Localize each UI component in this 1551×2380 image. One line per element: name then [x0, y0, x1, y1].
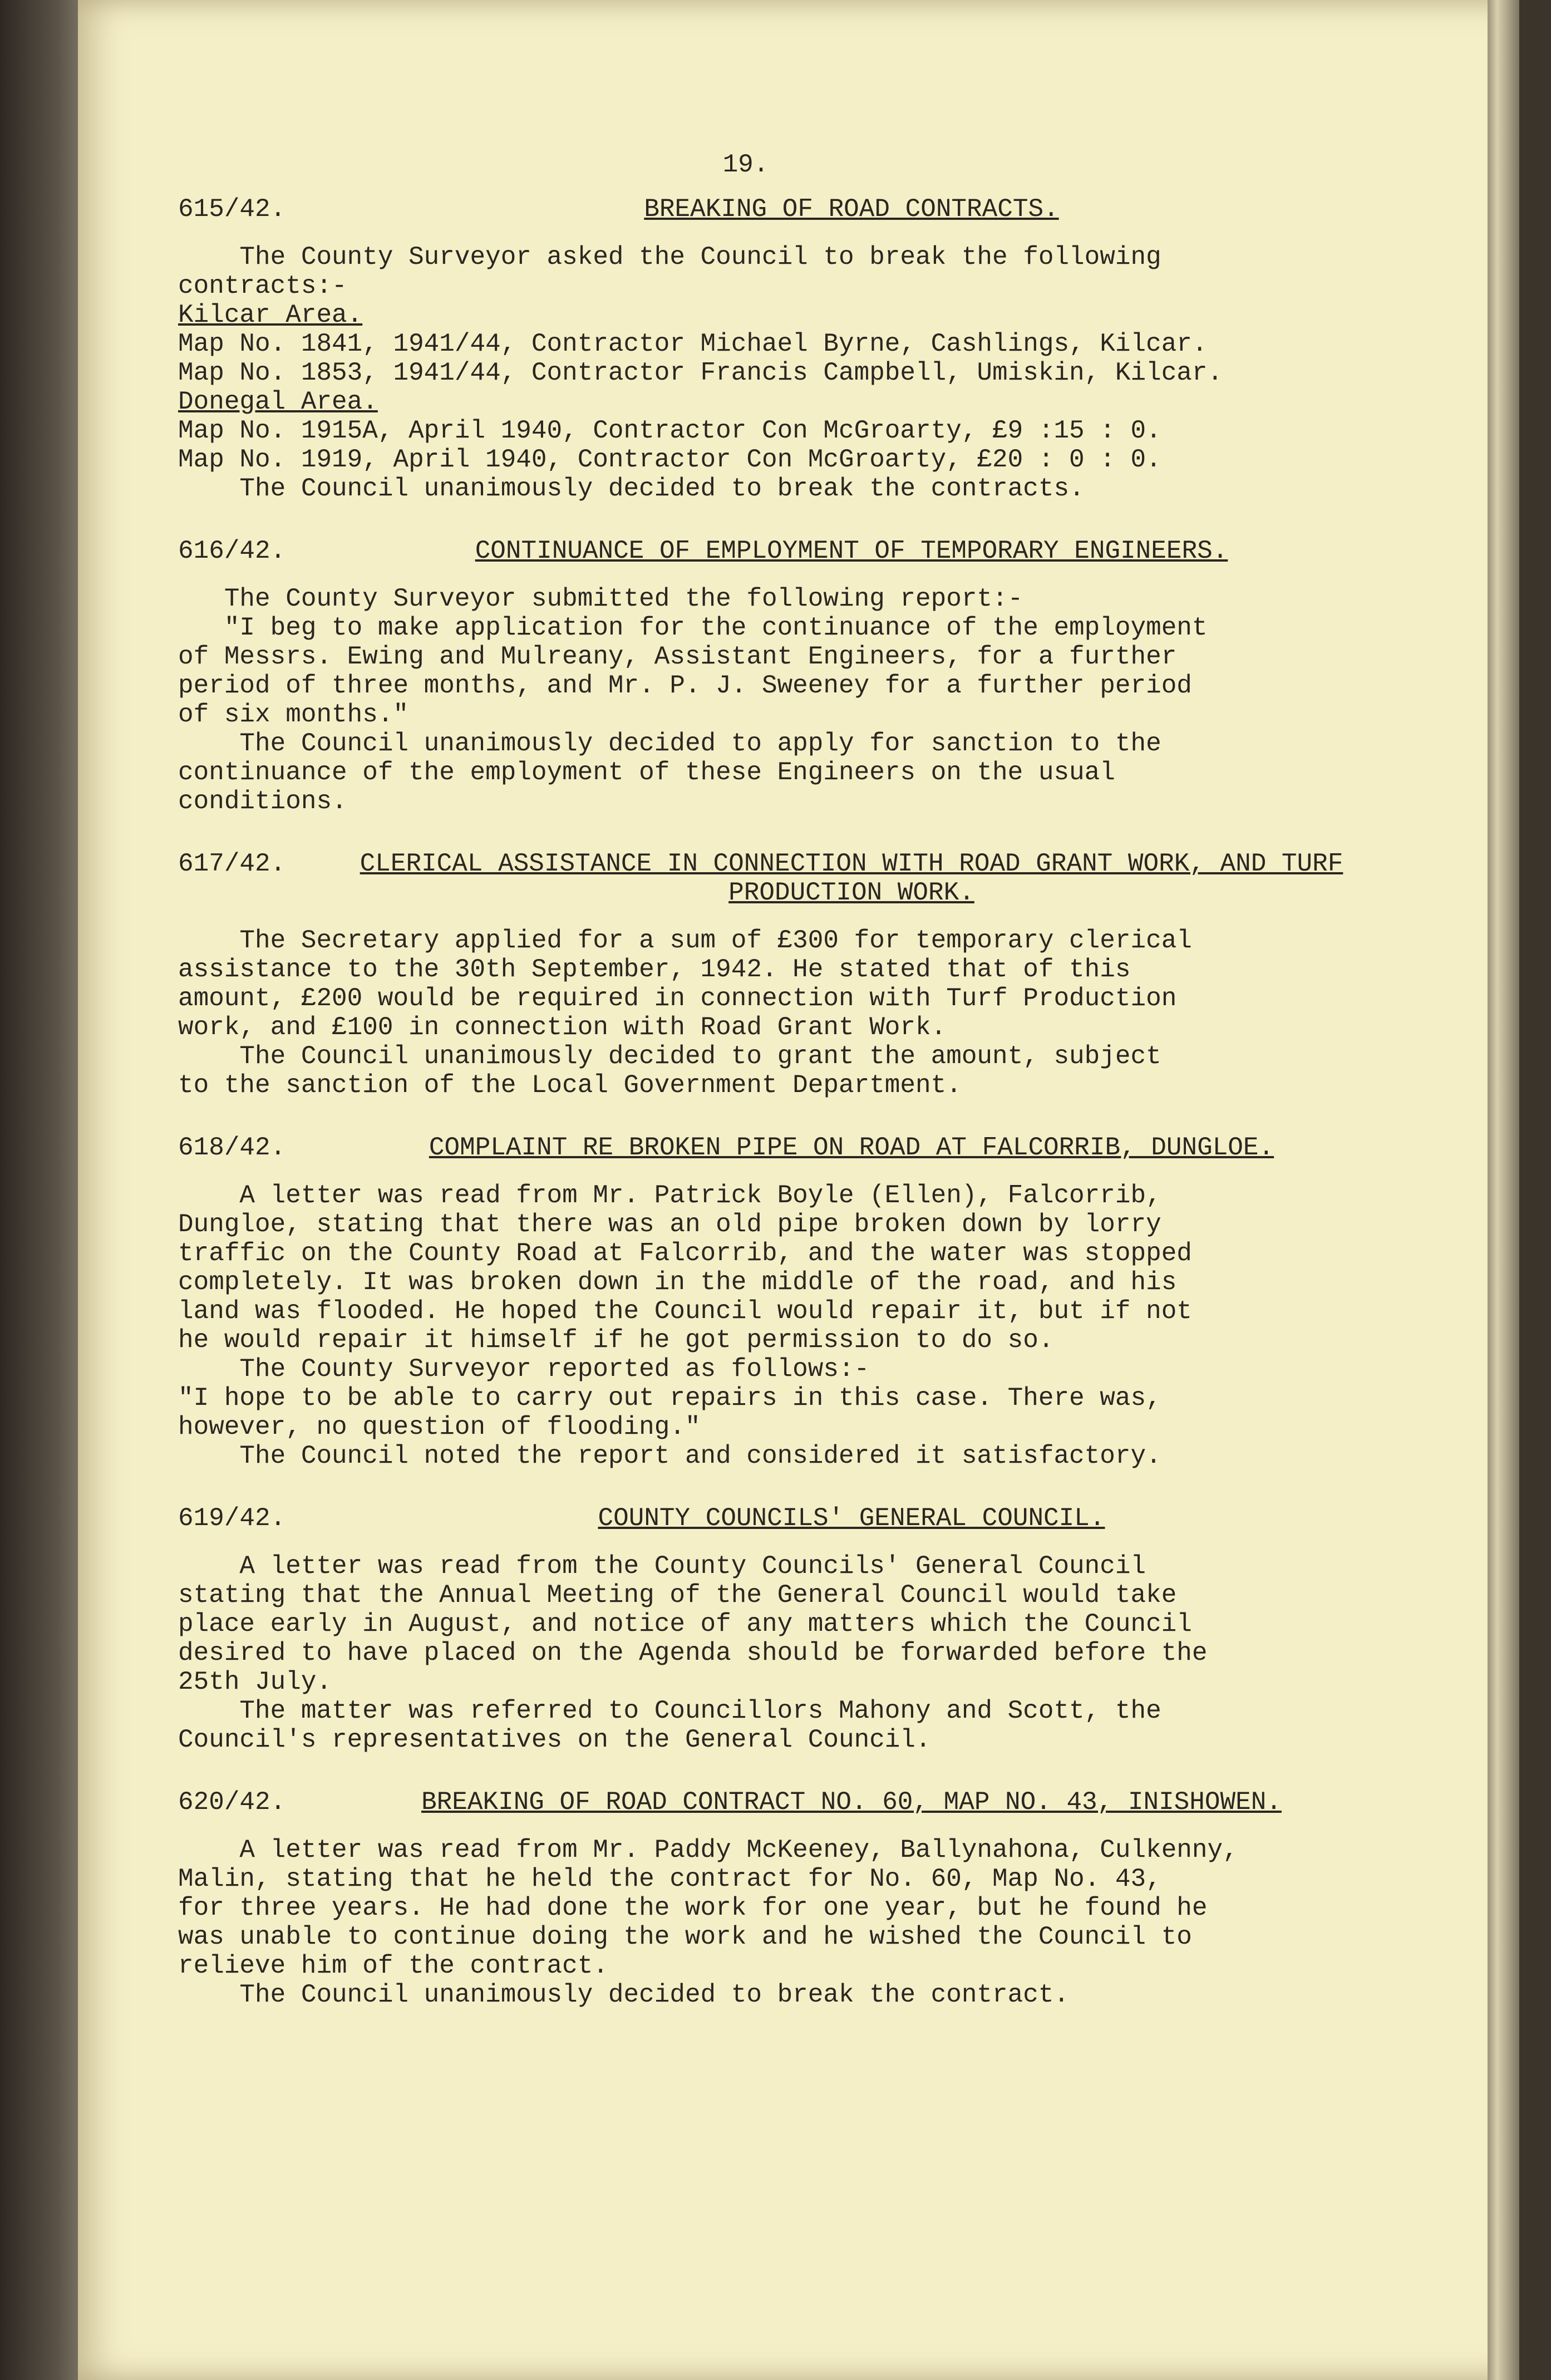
page-edge — [1488, 0, 1519, 2380]
minutes-content — [178, 150, 1347, 2043]
section-header — [178, 1133, 1347, 1162]
minute-number: 615/42. — [178, 195, 286, 224]
text-line: place early in August, and notice of any matters which the Council — [178, 1610, 1192, 1639]
area-heading: Donegal Area. — [178, 387, 378, 416]
text-line: The Council unanimously decided to break the contract. — [178, 1980, 1070, 2009]
area-heading: Kilcar Area. — [178, 301, 363, 330]
text-line: The Council noted the report and considered it satisfactory. — [178, 1442, 1161, 1471]
text-line: he would repair it himself if he got permission to do so. — [178, 1326, 1054, 1355]
text-line: relieve him of the contract. — [178, 1951, 608, 1980]
text-line: Dungloe, stating that there was an old pipe broken down by lorry — [178, 1210, 1161, 1239]
text-line: 25th July. — [178, 1668, 332, 1697]
text-line: The matter was referred to Councillors Mahony and Scott, the — [178, 1697, 1161, 1725]
minute-section — [178, 1504, 1347, 1754]
text-line: Map No. 1915A, April 1940, Contractor Con McGroarty, £9 :15 : 0. — [178, 416, 1161, 445]
text-line: The Council unanimously decided to grant the amount, subject — [178, 1042, 1161, 1071]
text-line: "I hope to be able to carry out repairs in this case. There was, — [178, 1384, 1161, 1413]
text-line: The Council unanimously decided to apply for sanction to the — [178, 729, 1161, 758]
section-title: COUNTY COUNCILS' GENERAL COUNCIL. — [598, 1504, 1105, 1533]
text-line: Map No. 1919, April 1940, Contractor Con McGroarty, £20 : 0 : 0. — [178, 445, 1161, 474]
text-line: assistance to the 30th September, 1942. He stated that of this — [178, 955, 1131, 984]
minute-number: 618/42. — [178, 1133, 286, 1162]
minute-section — [178, 195, 1347, 503]
text-line: amount, £200 would be required in connection with Turf Production — [178, 984, 1177, 1013]
text-line: however, no question of flooding." — [178, 1413, 701, 1442]
text-line: The County Surveyor reported as follows:- — [178, 1355, 870, 1384]
text-line: of six months." — [178, 700, 409, 729]
minute-number: 620/42. — [178, 1788, 286, 1817]
text-line: A letter was read from Mr. Paddy McKeeney, Ballynahona, Culkenny, — [178, 1836, 1238, 1865]
section-title: COMPLAINT RE BROKEN PIPE ON ROAD AT FALCORRIB, DUNGLOE. — [429, 1133, 1274, 1162]
section-header — [178, 1788, 1347, 1817]
text-line: The County Surveyor submitted the following report:- — [178, 584, 1023, 613]
text-line: period of three months, and Mr. P. J. Sweeney for a further period — [178, 671, 1192, 700]
text-line: Council's representatives on the General Council. — [178, 1725, 931, 1754]
section-header — [178, 537, 1347, 566]
text-line: The County Surveyor asked the Council to break the following — [178, 243, 1161, 272]
text-line: work, and £100 in connection with Road Grant Work. — [178, 1013, 947, 1042]
text-line: The Secretary applied for a sum of £300 for temporary clerical — [178, 926, 1192, 955]
text-line: for three years. He had done the work for one year, but he found he — [178, 1894, 1208, 1922]
minute-number: 616/42. — [178, 537, 286, 566]
minute-number: 617/42. — [178, 849, 286, 878]
section-header — [178, 195, 1347, 224]
text-line: contracts:- — [178, 272, 347, 301]
text-line: stating that the Annual Meeting of the General Council would take — [178, 1581, 1177, 1610]
text-line: completely. It was broken down in the middle of the road, and his — [178, 1268, 1177, 1297]
text-line: was unable to continue doing the work and he wished the Council to — [178, 1922, 1192, 1951]
text-line: to the sanction of the Local Government Department. — [178, 1071, 962, 1100]
text-line: A letter was read from the County Councils' General Council — [178, 1552, 1146, 1581]
text-line: Map No. 1841, 1941/44, Contractor Michael Byrne, Cashlings, Kilcar. — [178, 330, 1208, 358]
section-title: CLERICAL ASSISTANCE IN CONNECTION WITH ROAD GRANT WORK, AND TURF PRODUCTION WORK. — [360, 849, 1343, 907]
text-line: traffic on the County Road at Falcorrib, and the water was stopped — [178, 1239, 1192, 1268]
text-line: conditions. — [178, 787, 347, 816]
minute-section — [178, 1133, 1347, 1471]
section-header — [178, 849, 1347, 907]
minute-section — [178, 849, 1347, 1100]
text-line: A letter was read from Mr. Patrick Boyle (Ellen), Falcorrib, — [178, 1181, 1161, 1210]
text-line: Map No. 1853, 1941/44, Contractor Francis Campbell, Umiskin, Kilcar. — [178, 358, 1223, 387]
text-line: land was flooded. He hoped the Council would repair it, but if not — [178, 1297, 1192, 1326]
text-line: "I beg to make application for the continuance of the employment — [178, 613, 1208, 642]
text-line: desired to have placed on the Agenda should be forwarded before the — [178, 1639, 1208, 1668]
section-title: BREAKING OF ROAD CONTRACT NO. 60, MAP NO. 43, INISHOWEN. — [421, 1788, 1282, 1817]
text-line: continuance of the employment of these Engineers on the usual — [178, 758, 1115, 787]
minute-section — [178, 537, 1347, 816]
text-line: The Council unanimously decided to break the contracts. — [178, 474, 1085, 503]
section-header — [178, 1504, 1347, 1533]
section-title: CONTINUANCE OF EMPLOYMENT OF TEMPORARY ENGINEERS. — [475, 537, 1228, 566]
text-line: of Messrs. Ewing and Mulreany, Assistant Engineers, for a further — [178, 642, 1177, 671]
minute-section — [178, 1788, 1347, 2009]
page-number: 19. — [722, 150, 769, 179]
section-title: BREAKING OF ROAD CONTRACTS. — [644, 195, 1059, 224]
minute-number: 619/42. — [178, 1504, 286, 1533]
text-line: Malin, stating that he held the contract for No. 60, Map No. 43, — [178, 1865, 1161, 1894]
